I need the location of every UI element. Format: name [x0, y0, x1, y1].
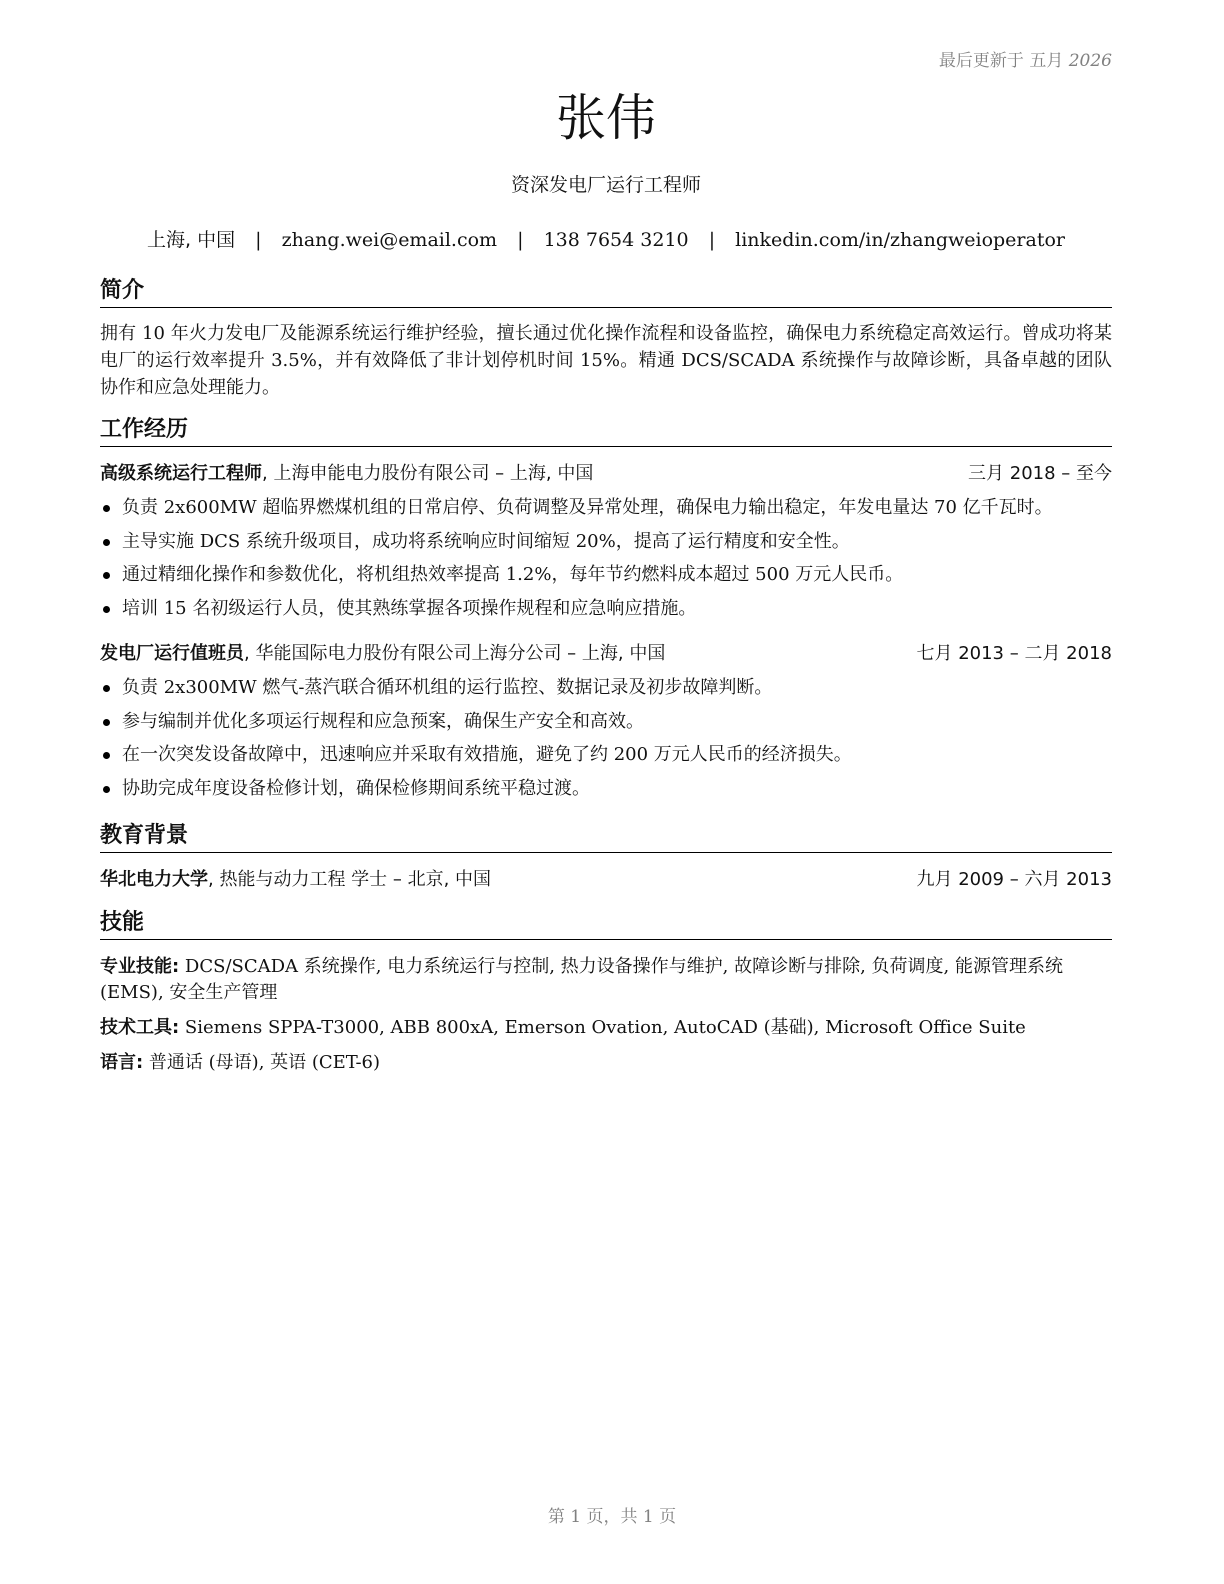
job-org: , 上海申能电力股份有限公司 – 上海, 中国	[262, 463, 594, 484]
education-section	[100, 822, 1112, 893]
job-heading	[100, 461, 593, 487]
skills-professional-label: 专业技能:	[100, 956, 180, 977]
education-heading	[100, 867, 491, 893]
candidate-name: 张伟	[556, 89, 656, 147]
job-role: 高级系统运行工程师	[100, 463, 262, 484]
job-entry	[100, 461, 1112, 625]
job-bullet: 主导实施 DCS 系统升级项目，成功将系统响应时间缩短 20%，提高了运行精度和安全性。	[100, 525, 1112, 559]
job-bullet: 负责 2x300MW 燃气-蒸汽联合循环机组的运行监控、数据记录及初步故障判断。	[100, 671, 1112, 705]
education-detail: , 热能与动力工程 学士 – 北京, 中国	[208, 869, 492, 890]
job-bullet: 负责 2x600MW 超临界燃煤机组的日常启停、负荷调整及异常处理，确保电力输出稳定，年发电量达 70 亿千瓦时。	[100, 491, 1112, 525]
job-bullet: 培训 15 名初级运行人员，使其熟练掌握各项操作规程和应急响应措施。	[100, 592, 1112, 626]
experience-section	[100, 416, 1112, 805]
contact-separator: |	[708, 229, 716, 251]
skills-languages	[100, 1050, 1112, 1076]
job-bullets	[100, 671, 1112, 805]
job-org: , 华能国际电力股份有限公司上海分公司 – 上海, 中国	[244, 643, 666, 664]
education-title: 教育背景	[100, 822, 1112, 853]
contact-location: 上海, 中国	[147, 229, 236, 251]
last-updated-year: 2026	[1068, 51, 1112, 71]
skills-tools-value: Siemens SPPA-T3000, ABB 800xA, Emerson Ovation, AutoCAD (基础), Microsoft Office Suite	[179, 1017, 1026, 1038]
skills-professional-value: DCS/SCADA 系统操作, 电力系统运行与控制, 热力设备操作与维护, 故障诊断与排除, 负荷调度, 能源管理系统 (EMS), 安全生产管理	[100, 956, 1063, 1003]
job-dates: 三月 2018 – 至今	[968, 463, 1112, 484]
job-bullet: 协助完成年度设备检修计划，确保检修期间系统平稳过渡。	[100, 772, 1112, 806]
skills-tools-label: 技术工具:	[100, 1017, 180, 1038]
education-school: 华北电力大学	[100, 869, 208, 890]
job-heading	[100, 641, 665, 667]
education-dates: 九月 2009 – 六月 2013	[916, 869, 1112, 890]
contact-separator: |	[255, 229, 262, 251]
education-entry	[100, 867, 1112, 893]
contact-separator: |	[517, 229, 524, 251]
job-header	[100, 461, 1112, 487]
job-dates: 七月 2013 – 二月 2018	[916, 643, 1112, 664]
job-role: 发电厂运行值班员	[100, 643, 244, 664]
job-bullet: 在一次突发设备故障中，迅速响应并采取有效措施，避免了约 200 万元人民币的经济损失。	[100, 738, 1112, 772]
contact-email[interactable]: zhang.wei@email.com	[281, 229, 498, 251]
page-footer: 第 1 页，共 1 页	[547, 1507, 677, 1527]
last-updated	[939, 46, 1112, 71]
last-updated-prefix: 最后更新于 五月	[938, 51, 1064, 71]
job-bullets	[100, 491, 1112, 625]
summary-section	[100, 277, 1112, 401]
summary-title: 简介	[100, 277, 1112, 308]
contact-line	[100, 225, 1112, 252]
job-bullet: 通过精细化操作和参数优化，将机组热效率提高 1.2%，每年节约燃料成本超过 500 万元人民币。	[100, 558, 1112, 592]
skills-languages-value: 普通话 (母语), 英语 (CET-6)	[143, 1052, 381, 1073]
job-entry	[100, 641, 1112, 805]
job-bullet: 参与编制并优化多项运行规程和应急预案，确保生产安全和高效。	[100, 705, 1112, 739]
summary-text: 拥有 10 年火力发电厂及能源系统运行维护经验，擅长通过优化操作流程和设备监控，确保电力系统稳定高效运行。曾成功将某电厂的运行效率提升 3.5%，并有效降低了非计划停机时间 15%。精通 DCS/SCADA 系统操作与故障诊断，具备卓越的团队协作和应急处理能力。	[100, 323, 1112, 398]
job-header	[100, 641, 1112, 667]
skills-professional	[100, 954, 1112, 1006]
skills-section	[100, 909, 1112, 1085]
skills-title: 技能	[100, 909, 1112, 940]
skills-languages-label: 语言:	[100, 1052, 144, 1073]
skills-tools	[100, 1015, 1112, 1041]
job-title: 资深发电厂运行工程师	[510, 174, 701, 196]
contact-linkedin[interactable]: linkedin.com/in/zhangweioperator	[735, 229, 1065, 251]
contact-phone: 138 7654 3210	[543, 229, 689, 251]
experience-title: 工作经历	[100, 416, 1112, 447]
resume-page	[100, 0, 1112, 1584]
